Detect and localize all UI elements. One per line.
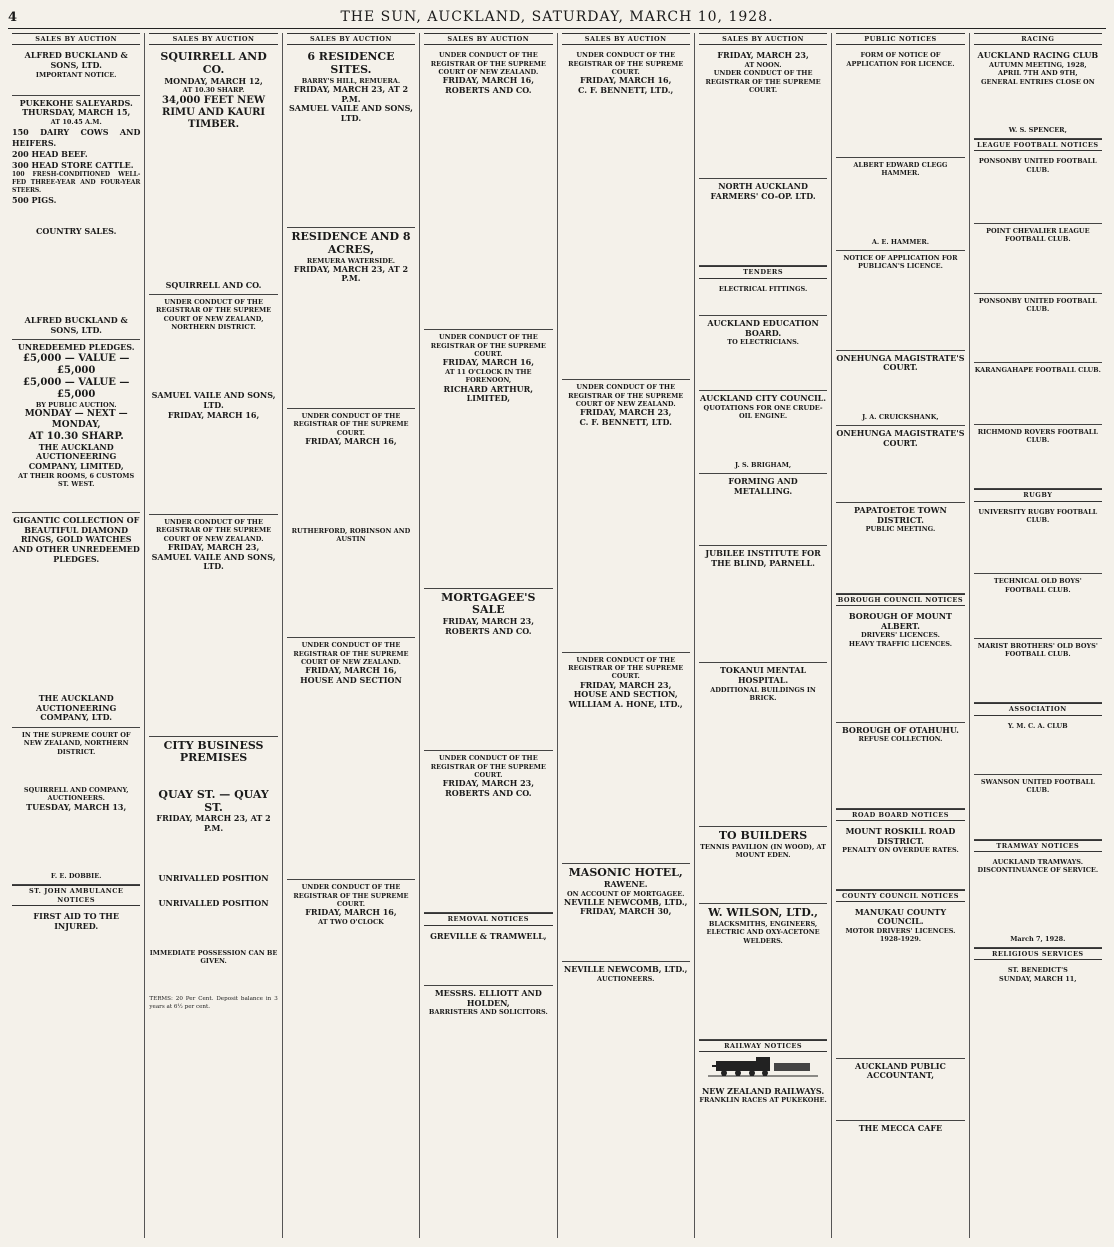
advertisement [836, 723, 964, 809]
ad-date: FRIDAY, MARCH 16, [305, 907, 397, 918]
section-heading: RELIGIOUS SERVICES [974, 948, 1102, 960]
section-heading: TENDERS [699, 266, 827, 278]
advertisement [974, 224, 1102, 294]
ad-subtitle: QUOTATIONS FOR ONE CRUDE-OIL ENGINE. [703, 404, 823, 421]
ad-title: 6 RESIDENCE SITES. [307, 50, 395, 76]
ad-subtitle: SQUIRRELL AND COMPANY, AUCTIONEERS. [23, 785, 129, 803]
advertisement [12, 728, 140, 885]
ad-title: UNREDEEMED PLEDGES. [17, 342, 135, 353]
ad-signature: J. S. BRIGHAM, [734, 460, 792, 469]
ad-title: FIRST AID TO THE INJURED. [33, 911, 119, 931]
ad-subtitle: PENALTY ON OVERDUE RATES. [842, 846, 959, 855]
ad-title: UNDER CONDUCT OF THE REGISTRAR OF THE SUPREME COURT. [293, 883, 409, 908]
ad-title: UNDER CONDUCT OF THE REGISTRAR OF THE SUPREME COURT. [705, 69, 821, 94]
ad-line: BY PUBLIC AUCTION. [35, 400, 117, 409]
ad-date: FRIDAY, MARCH 23, [717, 50, 809, 61]
section-heading: BOROUGH COUNCIL NOTICES [836, 594, 964, 606]
ad-title: PAPATOETOE TOWN DISTRICT. [853, 505, 947, 525]
advertisement [424, 48, 552, 330]
ad-title: AUCKLAND PUBLIC ACCOUNTANT, [855, 1060, 946, 1081]
train-icon [699, 1055, 827, 1080]
ad-title: MANUKAU COUNTY COUNCIL. [854, 906, 947, 927]
ad-title: NORTH AUCKLAND FARMERS' CO-OP. LTD. [710, 181, 816, 201]
ad-title: UNIVERSITY RUGBY FOOTBALL CLUB. [978, 507, 1098, 524]
ad-subtitle: DISCONTINUANCE OF SERVICE. [977, 866, 1099, 875]
ad-subtitle: BARRY'S HILL, REMUERA. [301, 76, 401, 85]
column-heading: SALES BY AUCTION [562, 33, 690, 45]
ad-subtitle: REMUERA WATERSIDE. [306, 256, 396, 265]
column-heading: PUBLIC NOTICES [836, 33, 964, 45]
ad-signature: RUTHERFORD, ROBINSON AND AUSTIN [291, 526, 411, 543]
ad-title: NOTICE OF APPLICATION FOR PUBLICAN'S LICENCE. [843, 253, 958, 271]
advertisement [12, 48, 140, 96]
ad-date: FRIDAY, MARCH 30, [579, 906, 672, 917]
column-7 [832, 33, 969, 1238]
ad-subtitle: TENNIS PAVILION (IN WOOD), AT MOUNT EDEN. [700, 842, 827, 860]
advertisement [836, 426, 964, 503]
advertisement [287, 880, 415, 930]
ad-title: AUCKLAND CITY COUNCIL. [700, 393, 827, 404]
ad-date: MONDAY, MARCH 12, [164, 75, 263, 86]
advertisement [562, 962, 690, 987]
ad-title: SWANSON UNITED FOOTBALL CLUB. [980, 778, 1095, 795]
ad-title: ST. BENEDICT'S [1007, 966, 1068, 975]
ad-title: MARIST BROTHERS' OLD BOYS' FOOTBALL CLUB. [977, 641, 1098, 659]
advertisement [836, 1121, 964, 1138]
ad-title: TO BUILDERS [718, 829, 808, 843]
page-number: 4 [8, 9, 18, 25]
advertisement [974, 855, 1102, 948]
ad-title: RESIDENCE AND 8 ACRES, [291, 230, 411, 256]
advertisement [836, 1059, 964, 1121]
ad-terms: TERMS: 20 Per Cent. Deposit balance in 3 years at 6½ per cent. [149, 996, 278, 1010]
ad-title: CITY BUSINESS PREMISES [163, 738, 264, 765]
ad-title: BOROUGH OF MOUNT ALBERT. [848, 611, 953, 631]
advertisement [974, 48, 1102, 139]
advertisement [287, 409, 415, 638]
ad-signature: RICHARD ARTHUR, LIMITED, [443, 383, 534, 404]
ad-subtitle: BARRISTERS AND SOLICITORS. [428, 1008, 548, 1017]
masthead-title: THE SUN, AUCKLAND, SATURDAY, MARCH 10, 1928. [340, 9, 774, 25]
masthead [8, 6, 1106, 29]
ad-title: SAMUEL VAILE AND SONS, LTD. [151, 390, 276, 410]
advertisement [287, 638, 415, 880]
ad-date: FRIDAY, MARCH 16, [305, 665, 397, 676]
ad-date: FRIDAY, MARCH 16, [305, 436, 397, 446]
column-8 [970, 33, 1106, 1238]
advertisement [974, 294, 1102, 364]
advertisement [699, 546, 827, 663]
section-heading: ROAD BOARD NOTICES [836, 809, 964, 821]
ad-date: FRIDAY, MARCH 23, [579, 407, 672, 418]
ad-signature: ROBERTS AND CO. [445, 787, 532, 798]
section-heading: ST. JOHN AMBULANCE NOTICES [12, 885, 140, 906]
ad-signature: WILLIAM A. HONE, LTD., [568, 698, 683, 709]
advertisement [974, 963, 1102, 987]
advertisement [836, 251, 964, 351]
ad-subtitle: 1928-1929. [879, 935, 922, 944]
ad-date: FRIDAY, MARCH 23, AT 2 P.M. [156, 813, 271, 833]
advertisement [699, 391, 827, 474]
ad-title: POINT CHEVALIER LEAGUE FOOTBALL CLUB. [986, 227, 1090, 244]
ad-subtitle: MOTOR DRIVERS' LICENCES. [845, 927, 956, 936]
ad-signature: ROBERTS AND CO. [445, 625, 532, 636]
advertisement [974, 505, 1102, 575]
section-heading: RUGBY [974, 489, 1102, 501]
ad-title: UNDER CONDUCT OF THE REGISTRAR OF THE SUPREME COURT OF NEW ZEALAND. [156, 518, 272, 543]
ad-subtitle: AUCTIONEERS. [596, 974, 655, 983]
ad-date: FRIDAY, MARCH 23, AT 2 P.M. [293, 263, 409, 284]
advertisement [699, 282, 827, 316]
advertisement [699, 48, 827, 179]
ad-subtitle: SUNDAY, MARCH 11, [999, 974, 1077, 983]
section-heading: TRAMWAY NOTICES [974, 840, 1102, 852]
ad-title: AUCKLAND EDUCATION BOARD. [707, 317, 819, 338]
ad-signature: SAMUEL VAILE AND SONS, LTD. [288, 103, 413, 123]
ad-date: FRIDAY, MARCH 23, AT 2 P.M. [293, 83, 409, 104]
ad-title: PONSONBY UNITED FOOTBALL CLUB. [978, 157, 1097, 174]
ad-line: GENERAL ENTRIES CLOSE ON [980, 77, 1095, 86]
section-heading: COUNTY COUNCIL NOTICES [836, 890, 964, 902]
ad-title: UNDER CONDUCT OF THE REGISTRAR OF THE SUPREME COURT OF NEW ZEALAND, NORTHERN DISTRICT. [156, 298, 272, 332]
ad-line: MONDAY — NEXT — MONDAY, [24, 409, 128, 430]
columns [8, 33, 1106, 1238]
ad-date: FRIDAY, MARCH 23, [442, 616, 535, 627]
ad-date: FRIDAY, MARCH 16, [167, 409, 260, 420]
section-heading: ASSOCIATION [974, 703, 1102, 715]
ad-date: FRIDAY, MARCH 16, [442, 75, 535, 86]
advertisement [836, 503, 964, 594]
ad-title: UNDER CONDUCT OF THE REGISTRAR OF THE SUPREME COURT OF NEW ZEALAND. [430, 51, 546, 76]
ad-date: FRIDAY, MARCH 16, [579, 75, 672, 86]
ad-time: AT 10.30 SHARP. [28, 430, 124, 442]
ad-title: UNDER CONDUCT OF THE REGISTRAR OF THE SUPREME COURT OF NEW ZEALAND. [293, 641, 409, 666]
advertisement [424, 330, 552, 588]
ad-subtitle: HOUSE AND SECTION, [573, 689, 678, 700]
advertisement [699, 827, 827, 904]
advertisement [149, 48, 277, 295]
ad-time: AT 10.45 A.M. [50, 118, 102, 126]
ad-subtitle: AT THEIR ROOMS, 6 CUSTOMS ST. WEST. [18, 471, 135, 488]
ad-big-line: £5,000 — VALUE — £5,000 [23, 376, 130, 400]
ad-title: UNDER CONDUCT OF THE REGISTRAR OF THE SUPREME COURT. [568, 655, 684, 681]
ad-line: ON ACCOUNT OF MORTGAGEE. [566, 889, 685, 898]
ad-subtitle: ADDITIONAL BUILDINGS IN BRICK. [710, 685, 816, 702]
ad-subtitle: HOUSE AND SECTION [300, 674, 402, 685]
advertisement [974, 425, 1102, 490]
ad-signature: F. E. DOBBIE. [50, 872, 102, 881]
ad-line: UNRIVALLED POSITION [158, 898, 269, 909]
ad-time: AT 10.30 SHARP. [182, 86, 245, 95]
ad-title: BOROUGH OF OTAHUHU. [841, 724, 959, 735]
advertisement [699, 904, 827, 1040]
ad-signature: SQUIRRELL AND CO. [165, 279, 262, 290]
ad-signature: ROBERTS AND CO. [445, 84, 532, 95]
ad-time: AT 11 O'CLOCK IN THE FORENOON, [445, 367, 532, 385]
ad-subtitle: AUTUMN MEETING, 1928, [988, 60, 1087, 69]
ad-signature: NEVILLE NEWCOMB, LTD., [563, 896, 688, 907]
ad-title: Y. M. C. A. CLUB [1007, 721, 1068, 730]
ad-subtitle: TO ELECTRICIANS. [727, 338, 799, 347]
ad-title: FORMING AND METALLING. [728, 476, 798, 496]
advertisement [287, 48, 415, 228]
ad-line: 500 PIGS. [12, 195, 57, 206]
ad-title: THE AUCKLAND AUCTIONEERING COMPANY, LTD. [36, 693, 117, 723]
ad-title: ONEHUNGA MAGISTRATE'S COURT. [836, 428, 965, 448]
ad-subtitle: IMPORTANT NOTICE. [35, 70, 117, 79]
ad-signature: W. S. SPENCER, [1008, 125, 1067, 134]
ad-title: MASONIC HOTEL, [568, 866, 683, 880]
ad-title: RICHMOND ROVERS FOOTBALL CLUB. [977, 427, 1098, 444]
advertisement [424, 929, 552, 987]
advertisement [149, 737, 277, 1016]
advertisement [699, 474, 827, 546]
advertisement [974, 154, 1102, 224]
ad-title: UNDER CONDUCT OF THE REGISTRAR OF THE SUPREME COURT. [293, 412, 409, 437]
advertisement [836, 905, 964, 1059]
advertisement [974, 639, 1102, 704]
advertisement [424, 751, 552, 913]
ad-line: 200 HEAD BEEF. [12, 148, 88, 159]
ad-subtitle: FRANKLIN RACES AT PUKEKOHE. [699, 1096, 827, 1105]
ad-line: UNRIVALLED POSITION [158, 872, 269, 883]
column-2 [145, 33, 282, 1238]
column-heading: SALES BY AUCTION [12, 33, 140, 45]
ad-title: MESSRS. ELLIOTT AND HOLDEN, [434, 988, 542, 1008]
ad-line: 300 HEAD STORE CATTLE. [12, 160, 134, 171]
ad-date: FRIDAY, MARCH 23, [442, 778, 535, 789]
ad-subtitle: RAWENE. [603, 878, 648, 889]
advertisement [699, 316, 827, 392]
ad-subtitle: DRIVERS' LICENCES. [860, 631, 940, 640]
advertisement [424, 589, 552, 751]
advertisement [836, 48, 964, 158]
ad-date: FRIDAY, MARCH 23, [579, 679, 672, 690]
ad-title: THE AUCKLAND AUCTIONEERING COMPANY, LIMITED, [28, 441, 124, 471]
ad-signature: A. E. HAMMER. [871, 237, 930, 246]
advertisement [149, 515, 277, 737]
advertisement [12, 340, 140, 513]
advertisement [562, 653, 690, 865]
column-heading: SALES BY AUCTION [149, 33, 277, 45]
advertisement [12, 909, 140, 935]
advertisement [836, 609, 964, 723]
ad-date: THURSDAY, MARCH 15, [22, 107, 131, 118]
advertisement [562, 380, 690, 652]
ad-title: IN THE SUPREME COURT OF NEW ZEALAND, NORTHERN DISTRICT. [21, 730, 131, 756]
ad-title: NEVILLE NEWCOMB, LTD., [563, 964, 688, 975]
column-3 [283, 33, 420, 1238]
ad-date: FRIDAY, MARCH 16, [442, 357, 535, 368]
advertisement [562, 48, 690, 380]
ad-signature: SAMUEL VAILE AND SONS, LTD. [151, 551, 276, 572]
advertisement [287, 228, 415, 409]
ad-title: PONSONBY UNITED FOOTBALL CLUB. [978, 296, 1097, 314]
advertisement [562, 864, 690, 962]
ad-title: MORTGAGEE'S SALE [441, 590, 536, 617]
ad-title: SQUIRRELL AND CO. [160, 50, 267, 76]
ad-subtitle: QUAY ST. — QUAY ST. [158, 788, 269, 814]
advertisement [699, 1084, 827, 1109]
ad-title: ALFRED BUCKLAND & SONS, LTD. [24, 315, 128, 335]
ad-title: ALFRED BUCKLAND & SONS, LTD. [24, 50, 128, 70]
advertisement [12, 96, 140, 340]
column-heading: RACING [974, 33, 1102, 45]
ad-title: GIGANTIC COLLECTION OF BEAUTIFUL DIAMOND RINGS, GOLD WATCHES AND OTHER UNREDEEMED PLEDGES. [12, 515, 140, 564]
advertisement [974, 775, 1102, 840]
advertisement [974, 363, 1102, 424]
ad-title: GREVILLE & TRAMWELL, [430, 930, 547, 941]
ad-date: TUESDAY, MARCH 13, [26, 801, 127, 812]
ad-title: COUNTRY SALES. [35, 225, 117, 236]
advertisement [149, 295, 277, 515]
ad-title: ELECTRICAL FITTINGS. [718, 284, 808, 293]
ad-line: 150 DAIRY COWS AND HEIFERS. [12, 127, 141, 148]
ad-line: 100 FRESH-CONDITIONED WELL-FED THREE-YEAR AND FOUR-YEAR STEERS. [12, 171, 141, 194]
column-heading: SALES BY AUCTION [287, 33, 415, 45]
ad-title: AUCKLAND RACING CLUB [977, 50, 1099, 61]
advertisement [12, 513, 140, 728]
ad-subtitle: HEAVY TRAFFIC LICENCES. [848, 639, 952, 648]
ad-dates: APRIL 7TH AND 9TH, [998, 69, 1078, 78]
column-6 [695, 33, 832, 1238]
advertisement [424, 986, 552, 1021]
ad-subtitle: REFUSE COLLECTION. [858, 735, 943, 744]
ad-title: KARANGAHAPE FOOTBALL CLUB. [974, 366, 1101, 375]
ad-title: W. WILSON, LTD., [708, 906, 819, 920]
ad-date: March 7, 1928. [1010, 934, 1066, 943]
ad-title: TECHNICAL OLD BOYS' FOOTBALL CLUB. [993, 577, 1082, 594]
ad-title: TOKANUI MENTAL HOSPITAL. [719, 665, 807, 685]
ad-title: ALBERT EDWARD CLEGG HAMMER. [853, 160, 948, 178]
ad-signature: C. F. BENNETT, LTD. [579, 416, 672, 427]
ad-signature: J. A. CRUICKSHANK, [862, 412, 939, 421]
column-heading: SALES BY AUCTION [424, 33, 552, 45]
ad-big-line: £5,000 — VALUE — £5,000 [23, 352, 130, 376]
ad-title: MOUNT ROSKILL ROAD DISTRICT. [845, 826, 956, 846]
ad-title: UNDER CONDUCT OF THE REGISTRAR OF THE SUPREME COURT. [568, 51, 684, 76]
ad-title: PUKEKOHE SALEYARDS. [19, 97, 133, 108]
ad-title: UNDER CONDUCT OF THE REGISTRAR OF THE SUPREME COURT. [430, 333, 546, 359]
advertisement [699, 663, 827, 827]
advertisement [974, 574, 1102, 639]
ad-title: ONEHUNGA MAGISTRATE'S COURT. [836, 352, 965, 373]
advertisement [836, 158, 964, 251]
ad-line: IMMEDIATE POSSESSION CAN BE GIVEN. [149, 948, 278, 966]
advertisement [699, 179, 827, 266]
column-heading: SALES BY AUCTION [699, 33, 827, 45]
ad-date: FRIDAY, MARCH 23, [167, 542, 260, 553]
ad-title: FORM OF NOTICE OF APPLICATION FOR LICENCE. [846, 51, 955, 68]
ad-title: THE MECCA CAFE [858, 1122, 943, 1133]
ad-time: AT TWO O'CLOCK [318, 917, 384, 926]
section-heading: LEAGUE FOOTBALL NOTICES [974, 139, 1102, 151]
ad-title: UNDER CONDUCT OF THE REGISTRAR OF THE SUPREME COURT. [430, 754, 546, 779]
advertisement [974, 719, 1102, 775]
ad-title: JUBILEE INSTITUTE FOR THE BLIND, PARNELL. [705, 548, 821, 568]
ad-signature: C. F. BENNETT, LTD., [578, 84, 674, 95]
ad-big-line: 34,000 FEET NEW RIMU AND KAURI TIMBER. [162, 94, 266, 130]
ad-time: AT NOON. [744, 60, 782, 69]
ad-title: AUCKLAND TRAMWAYS. [992, 858, 1084, 867]
section-heading: RAILWAY NOTICES [699, 1040, 827, 1052]
column-4 [420, 33, 557, 1238]
column-5 [558, 33, 695, 1238]
ad-subtitle: PUBLIC MEETING. [865, 525, 936, 534]
ad-subtitle: BLACKSMITHS, ENGINEERS, ELECTRIC AND OXY-ACETONE WELDERS. [706, 920, 820, 945]
advertisement [836, 351, 964, 427]
advertisement [836, 824, 964, 890]
ad-title: UNDER CONDUCT OF THE REGISTRAR OF THE SUPREME COURT OF NEW ZEALAND. [568, 383, 684, 409]
column-1 [8, 33, 145, 1238]
section-heading: REMOVAL NOTICES [424, 913, 552, 925]
ad-title: NEW ZEALAND RAILWAYS. [701, 1085, 825, 1096]
